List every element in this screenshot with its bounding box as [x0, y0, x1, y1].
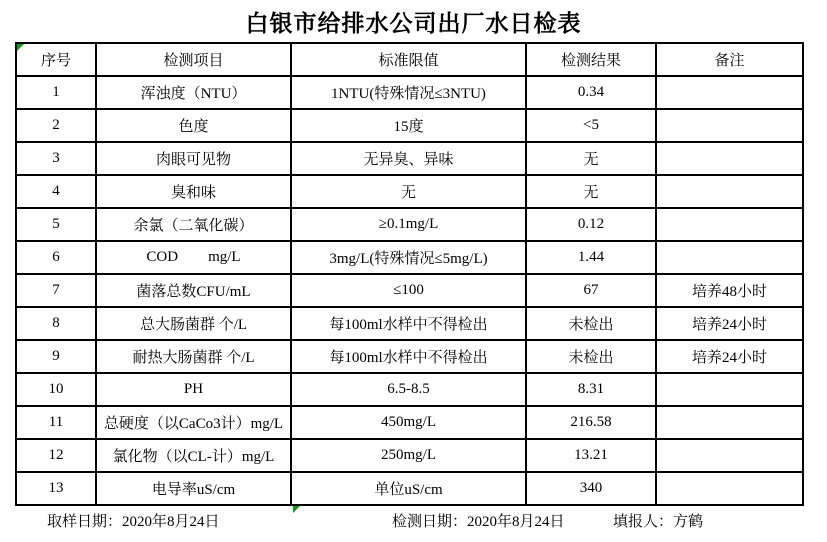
col-header-no: 序号 — [16, 43, 96, 76]
cell-limit: ≤100 — [291, 274, 526, 307]
cell-item: 耐热大肠菌群 个/L — [96, 340, 291, 373]
table-row — [16, 439, 803, 472]
cell-result: 无 — [526, 175, 656, 208]
cell-item: 氯化物（以CL-计）mg/L — [96, 439, 291, 472]
table-row — [16, 373, 803, 406]
cell-limit: 15度 — [291, 109, 526, 142]
table-row — [16, 307, 803, 340]
cell-item: 总硬度（以CaCo3计）mg/L — [96, 406, 291, 439]
col-header-limit: 标准限值 — [291, 43, 526, 76]
excel-cell-marker-icon — [293, 506, 300, 513]
sampling-date: 取样日期：2020年8月24日 — [47, 514, 220, 530]
cell-result: 67 — [526, 274, 656, 307]
cell-result: <5 — [526, 109, 656, 142]
table-row — [16, 109, 803, 142]
inspection-table — [15, 42, 804, 506]
cell-note — [656, 142, 803, 175]
cell-item: 浑浊度（NTU） — [96, 76, 291, 109]
daily-inspection-table — [15, 42, 804, 506]
cell-no: 9 — [16, 340, 96, 373]
table-row — [16, 76, 803, 109]
cell-note: 培养48小时 — [656, 274, 803, 307]
cell-item: 电导率uS/cm — [96, 472, 291, 505]
table-row — [16, 406, 803, 439]
table-row — [16, 340, 803, 373]
col-header-result: 检测结果 — [526, 43, 656, 76]
cell-result: 8.31 — [526, 373, 656, 406]
reporter-name: 填报人：方鹤 — [613, 514, 704, 530]
cell-note — [656, 76, 803, 109]
cell-result: 216.58 — [526, 406, 656, 439]
table-row — [16, 274, 803, 307]
cell-result: 未检出 — [526, 307, 656, 340]
cell-no: 10 — [16, 373, 96, 406]
cell-item: 余氯（二氧化碳） — [96, 208, 291, 241]
cell-no: 8 — [16, 307, 96, 340]
cell-limit: 450mg/L — [291, 406, 526, 439]
cell-note — [656, 109, 803, 142]
cell-note — [656, 406, 803, 439]
page-title: 白银市给排水公司出厂水日检表 — [245, 10, 582, 36]
cell-item: PH — [96, 373, 291, 406]
col-header-note: 备注 — [656, 43, 803, 76]
table-row — [16, 241, 803, 274]
table-row — [16, 142, 803, 175]
cell-note — [656, 472, 803, 505]
cell-no: 6 — [16, 241, 96, 274]
cell-limit: 3mg/L(特殊情况≤5mg/L) — [291, 241, 526, 274]
cell-no: 12 — [16, 439, 96, 472]
cell-note — [656, 241, 803, 274]
cell-limit: 1NTU(特殊情况≤3NTU) — [291, 76, 526, 109]
cell-note: 培养24小时 — [656, 340, 803, 373]
header-row — [16, 43, 803, 76]
cell-limit: 无异臭、异味 — [291, 142, 526, 175]
cell-result: 1.44 — [526, 241, 656, 274]
cell-no: 11 — [16, 406, 96, 439]
cell-limit: 无 — [291, 175, 526, 208]
cell-item: COD mg/L — [96, 241, 291, 274]
testing-date: 检测日期：2020年8月24日 — [392, 514, 565, 530]
cell-item: 总大肠菌群 个/L — [96, 307, 291, 340]
cell-limit: 单位uS/cm — [291, 472, 526, 505]
excel-cell-marker-icon — [17, 44, 24, 51]
cell-note — [656, 439, 803, 472]
cell-limit: ≥0.1mg/L — [291, 208, 526, 241]
cell-no: 5 — [16, 208, 96, 241]
col-header-item: 检测项目 — [96, 43, 291, 76]
cell-item: 臭和味 — [96, 175, 291, 208]
cell-result: 340 — [526, 472, 656, 505]
table-row — [16, 472, 803, 505]
cell-note — [656, 208, 803, 241]
cell-item: 菌落总数CFU/mL — [96, 274, 291, 307]
cell-item: 肉眼可见物 — [96, 142, 291, 175]
cell-result: 13.21 — [526, 439, 656, 472]
cell-result: 未检出 — [526, 340, 656, 373]
cell-note: 培养24小时 — [656, 307, 803, 340]
cell-limit: 250mg/L — [291, 439, 526, 472]
cell-no: 4 — [16, 175, 96, 208]
cell-no: 2 — [16, 109, 96, 142]
cell-limit: 每100ml水样中不得检出 — [291, 340, 526, 373]
table-row — [16, 175, 803, 208]
cell-item: 色度 — [96, 109, 291, 142]
cell-no: 1 — [16, 76, 96, 109]
cell-no: 3 — [16, 142, 96, 175]
cell-note — [656, 175, 803, 208]
table-row — [16, 208, 803, 241]
cell-result: 无 — [526, 142, 656, 175]
cell-note — [656, 373, 803, 406]
cell-no: 7 — [16, 274, 96, 307]
cell-limit: 6.5-8.5 — [291, 373, 526, 406]
cell-limit: 每100ml水样中不得检出 — [291, 307, 526, 340]
cell-result: 0.12 — [526, 208, 656, 241]
cell-result: 0.34 — [526, 76, 656, 109]
cell-no: 13 — [16, 472, 96, 505]
